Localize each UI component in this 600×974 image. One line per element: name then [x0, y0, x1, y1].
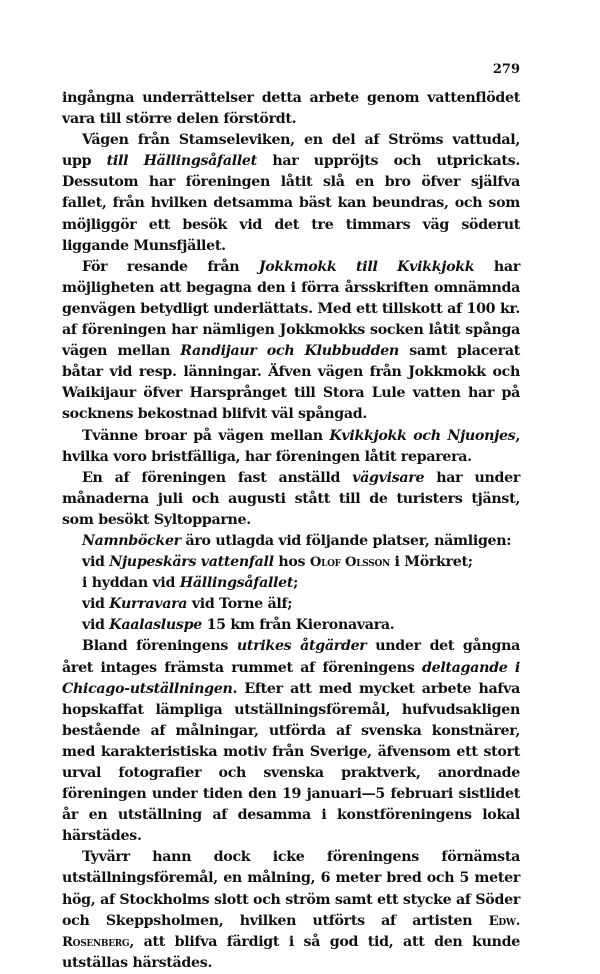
text-run: , hvilka voro bristfälliga, har föreningen låtit reparera. [62, 427, 521, 465]
text-run: under det gångna året intages främsta rummet af föreningens [62, 638, 520, 676]
emphasis-route: Kvikkjokk och Njuonjes [329, 427, 516, 444]
emphasis-term: Namnböcker [82, 532, 181, 549]
emphasis-route: Jokkmokk till Kvikkjokk [258, 258, 475, 275]
text-run: En af föreningen fast anställd [82, 469, 353, 486]
list-item [82, 594, 520, 615]
text-run: ; [293, 575, 299, 592]
body-text [62, 88, 520, 974]
emphasis-place-name: till Hällingsåfallet [106, 153, 257, 170]
text-run: äro utlagda vid följande platser, nämligen: [180, 532, 512, 549]
text-run: Vägen från Stamseleviken, en del af Ströms vattudal, upp [62, 132, 520, 170]
text-run: vid [82, 554, 110, 571]
list-item [82, 552, 520, 573]
paragraph-vagvisare [62, 468, 520, 531]
emphasis-event: deltagande i Chicago-utställningen [62, 659, 520, 697]
person-name: Edw. Rosenberg [62, 913, 520, 950]
text-run: i hyddan vid [82, 575, 180, 592]
text-run: vid [82, 596, 110, 613]
paragraph-hallingsafallet [62, 130, 520, 257]
paragraph-continuation [62, 88, 520, 130]
text-run: har möjligheten att begagna den i förra årsskriften omnämnda genvägen betydligt underlättats. Med ett tillskott af 100 kr. af föreningen har nämligen Jokkmokks socken låtit spånga vägen mellan [62, 258, 520, 360]
text-run: samt placerat båtar vid resp. länningar. Äfven vägen från Jokkmokk och Waikijaur öfver Harsprånget till Stora Lule vatten har på socknens bekostnad blifvit väl spångad. [62, 343, 520, 423]
list-item [82, 573, 520, 594]
emphasis-term: vägvisare [352, 469, 425, 486]
page-number: 279 [492, 62, 520, 77]
text-run: har under månaderna juli och augusti stått till de turisters tjänst, som besökt Syltopparne. [62, 469, 520, 528]
text-run: Tvänne broar på vägen mellan [82, 427, 330, 444]
emphasis-place-name: Njupeskärs vattenfall [109, 554, 274, 571]
emphasis-place-name: Kaalasluspe [109, 617, 202, 634]
person-name: Olof Olsson [309, 555, 390, 571]
text-run: vid Torne älf; [187, 596, 293, 613]
paragraph-jokkmokk-kvikkjokk [62, 257, 520, 426]
emphasis-place-name: Hällingsåfallet [179, 575, 294, 592]
text-run: har uppröjts och utprickats. Dessutom har föreningen låtit slå en bro öfver själfva fallet, från hvilken detsamma bäst kan beundras, och som möjliggör ett besök vid det tre timmars väg söderut liggande Munsfjället. [62, 153, 520, 254]
text-run: Bland föreningens [82, 638, 237, 655]
paragraph-chicago [62, 636, 520, 847]
paragraph-broar [62, 426, 520, 468]
text-run: i Mörkret; [389, 554, 473, 571]
text-run: hos [273, 554, 310, 571]
namnbocker-list [62, 552, 520, 636]
text-run: . Efter att med mycket arbete hafva hopskaffat lämpliga utställningsföremål, hufvudsakligen bestående af målningar, utförda af svenska konstnärer, med karakteristiska motiv från Sverige, äfvensom ett stort urval fotografier och svenska praktverk, anordnade föreningen under tiden den 19 januari—5 februari sistlidet år en utställning af desamma i konstföreningens lokal härstädes. [62, 680, 520, 845]
text-run: För resande från [82, 258, 259, 275]
emphasis-place-name: Kurravara [109, 596, 188, 613]
text-run: 15 km från Kieronavara. [201, 617, 395, 634]
list-item [82, 615, 520, 636]
paragraph-malning [62, 847, 520, 974]
text-run: , att blifva färdigt i så god tid, att den kunde utställas härstädes. [62, 933, 520, 971]
paragraph-namnbocker [62, 531, 520, 552]
emphasis-route: Randijaur och Klubbudden [180, 343, 399, 360]
emphasis-term: utrikes åtgärder [236, 638, 367, 655]
text-run: ingångna underrättelser detta arbete genom vattenflödet vara till större delen förstördt. [62, 90, 520, 128]
text-run: vid [82, 617, 110, 634]
text-run: Tyvärr hann dock icke föreningens förnämsta utställningsföremål, en målning, 6 meter bred och 5 meter hög, af Stockholms slott och ström samt ett stycke af Söder och Skeppsholmen, hvilken utförts af artisten [62, 849, 520, 929]
